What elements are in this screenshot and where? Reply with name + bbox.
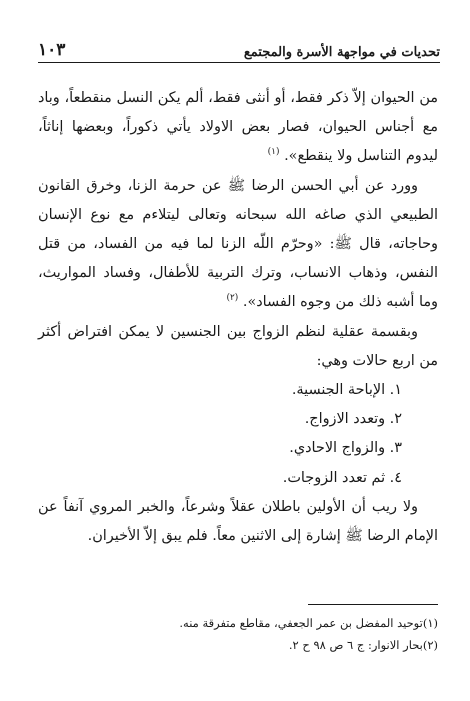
paragraph-2-text: وورد عن أبي الحسن الرضا ﷺ عن حرمة الزنا، وخرق القانون الطبيعي الذي صاغه الله سبحانه وتعالى ليتلاءم مع نوع الإنسان وحاجاته، قال ﷺ: «وحرّم اللّه الزنا لما فيه من الفساد، من قتل النفس، وذهاب الانساب، وترك التربية للأطفال، وفساد المواريث، وما أشبه ذلك من وجوه الفساد». [38,177,438,311]
list-item: ٣. والزواج الاحادي. [289,440,402,457]
paragraph-4: ولا ريب أن الأولين باطلان عقلاً وشرعاً، والخبر المروي آنفاً عن الإمام الرضا ﷺ إشارة إلى الاثنين معاً. فلم يبق إلاّ الأخيران. [38,498,438,545]
body-text [38,84,438,551]
paragraph-3: وبقسمة عقلية لنظم الزواج بين الجنسين لا يمكن افتراض أكثر من اربع حالات وهي: [38,323,438,369]
list-item: ٤. ثم تعدد الزوجات. [282,469,402,486]
paragraph-1-text: من الحيوان إلاّ ذكر فقط، أو أنثى فقط، ألم يكن النسل منقطعاً، وباد مع أجناس الحيوان، فصار بعض الاولاد يأتي ذكوراً، وبعضها إناثاً، ليدوم التناسل ولا ينقطع». [38,90,438,165]
page-header [38,34,440,60]
list-item: ٢. وتعدد الازواج. [304,411,402,428]
running-title: تحديات في مواجهة الأسرة والمجتمع [243,45,440,60]
footnotes [38,612,438,656]
header-rule [38,62,440,63]
footnote-1: (١)توحيد المفضل بن عمر الجعفي، مقاطع متفرقة منه. [179,616,438,630]
footnote-2: (٢)بحار الانوار: ج ٦ ص ٩٨ ح ٢. [288,638,438,652]
marriage-systems-list [38,376,438,493]
footnote-ref-1: (١) [267,147,280,158]
paragraph-2 [38,172,438,318]
page-number: ١٠٣ [38,40,66,60]
footnote-ref-2: (٢) [226,293,239,304]
footnote-separator [308,604,438,605]
paragraph-1 [38,84,438,172]
list-item: ١. الإباحة الجنسية. [291,382,402,399]
